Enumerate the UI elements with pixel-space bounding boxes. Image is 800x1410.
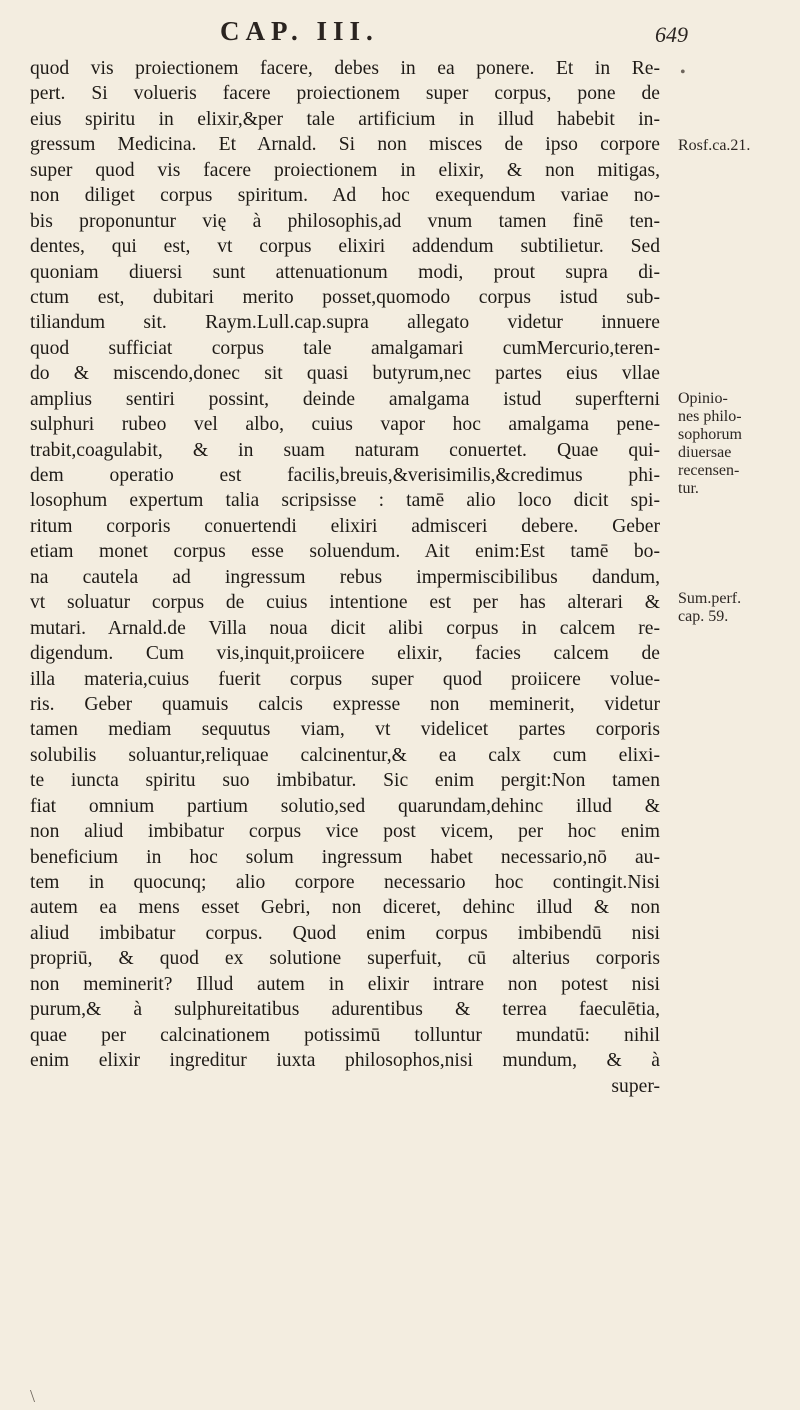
text-line: amplius sentiri possint, deinde amalgama istud superfterni: [30, 388, 660, 410]
margin-note-line: Opinio-: [678, 390, 728, 407]
text-line: ritum corporis conuertendi elixiri admisceri debere. Geber: [30, 515, 660, 537]
margin-note-line: sophorum: [678, 426, 742, 443]
text-line: digendum. Cum vis,inquit,proiicere elixir, facies calcem de: [30, 643, 660, 665]
running-title: CAP. III.: [220, 16, 379, 46]
text-line: solubilis soluantur,reliquae calcinentur,& ea calx cum elixi-: [30, 744, 660, 766]
margin-note-line: cap. 59.: [678, 608, 729, 625]
text-line: enim elixir ingreditur iuxta philosophos,nisi mundum, & à: [30, 1050, 660, 1072]
body-text: [30, 56, 660, 1099]
text-line: etiam monet corpus esse soluendum. Ait enim:Est tamē bo-: [30, 541, 660, 563]
text-line: mutari. Arnald.de Villa noua dicit alibi corpus in calcem re-: [30, 617, 660, 639]
text-line: quod vis proiectionem facere, debes in ea ponere. Et in Re-: [30, 58, 660, 79]
margin-note-line: diuersae: [678, 444, 732, 461]
text-line: propriū, & quod ex solutione superfuit, cū alterius corporis: [30, 948, 660, 970]
margin-note-opiniones: [678, 390, 794, 498]
page-number: 649: [655, 22, 688, 47]
text-line: ctum est, dubitari merito posset,quomodo corpus istud sub-: [30, 286, 660, 308]
text-line: tem in quocunq; alio corpore necessario hoc contingit.Nisi: [30, 872, 660, 893]
text-line: non meminerit? Illud autem in elixir intrare non potest nisi: [30, 973, 660, 995]
text-line: illa materia,cuius fuerit corpus super quod proiicere volue-: [30, 668, 660, 690]
text-line: na cautela ad ingressum rebus impermiscibilibus dandum,: [30, 566, 660, 588]
stray-mark: \: [30, 1386, 36, 1406]
text-line: beneficium in hoc solum ingressum habet necessario,nō au-: [30, 846, 660, 868]
text-line: gressum Medicina. Et Arnald. Si non misces de ipso corpore: [30, 134, 660, 156]
text-line: quoniam diuersi sunt attenuationum modi, prout supra di-: [30, 261, 660, 283]
text-line: te iuncta spiritu suo imbibatur. Sic enim pergit:Non tamen: [30, 770, 660, 792]
margin-note-line: Sum.perf.: [678, 590, 742, 607]
text-line: aliud imbibatur corpus. Quod enim corpus imbibendū nisi: [30, 922, 660, 944]
text-line: dentes, qui est, vt corpus elixiri addendum subtilietur. Sed: [30, 236, 660, 258]
text-line: sulphuri rubeo vel albo, cuius vapor hoc amalgama pene-: [30, 414, 660, 436]
margin-dot: •: [680, 64, 686, 81]
text-line: fiat omnium partium solutio,sed quarundam,dehinc illud &: [30, 795, 660, 817]
margin-note-rosarium: [678, 137, 794, 155]
margin-note-line: nes philo-: [678, 408, 742, 425]
margin-note-line: tur.: [678, 480, 699, 497]
text-line: trabit,coagulabit, & in suam naturam conuertet. Quae qui-: [30, 439, 660, 461]
text-line: losophum expertum talia scripsisse : tamē alio loco dicit spi-: [30, 490, 660, 512]
text-line: non aliud imbibatur corpus vice post vicem, per hoc enim: [30, 821, 660, 843]
text-line: super quod vis facere proiectionem in elixir, & non mitigas,: [30, 159, 660, 181]
text-line: tiliandum sit. Raym.Lull.cap.supra allegato videtur innuere: [30, 312, 660, 334]
page-header: [0, 10, 700, 58]
margin-note-summa: [678, 590, 794, 626]
text-line: non diliget corpus spiritum. Ad hoc exequendum variae no-: [30, 185, 660, 207]
text-line: do & miscendo,donec sit quasi butyrum,nec partes eius vllae: [30, 363, 660, 385]
text-line: super-: [611, 1075, 660, 1097]
text-line: eius spiritu in elixir,&per tale artificium in illud habebit in-: [30, 108, 660, 130]
text-line: autem ea mens esset Gebri, non diceret, dehinc illud & non: [30, 897, 660, 919]
margin-note-line: Rosf.ca.21.: [678, 137, 751, 154]
text-line: dem operatio est facilis,breuis,&verisimilis,&credimus phi-: [30, 465, 660, 486]
text-line: quae per calcinationem potissimū tolluntur mundatū: nihil: [30, 1024, 660, 1046]
text-line: bis proponuntur vię à philosophis,ad vnum tamen finē ten-: [30, 210, 660, 232]
margin-note-line: recensen-: [678, 462, 740, 479]
text-line: tamen mediam sequutus viam, vt videlicet partes corporis: [30, 719, 660, 741]
text-line: quod sufficiat corpus tale amalgamari cumMercurio,teren-: [30, 337, 660, 359]
text-line: purum,& à sulphureitatibus adurentibus & terrea faeculētia,: [30, 999, 660, 1021]
text-line: pert. Si volueris facere proiectionem super corpus, pone de: [30, 83, 660, 105]
text-line: ris. Geber quamuis calcis expresse non meminerit, videtur: [30, 693, 660, 715]
text-line: vt soluatur corpus de cuius intentione est per has alterari &: [30, 592, 660, 614]
